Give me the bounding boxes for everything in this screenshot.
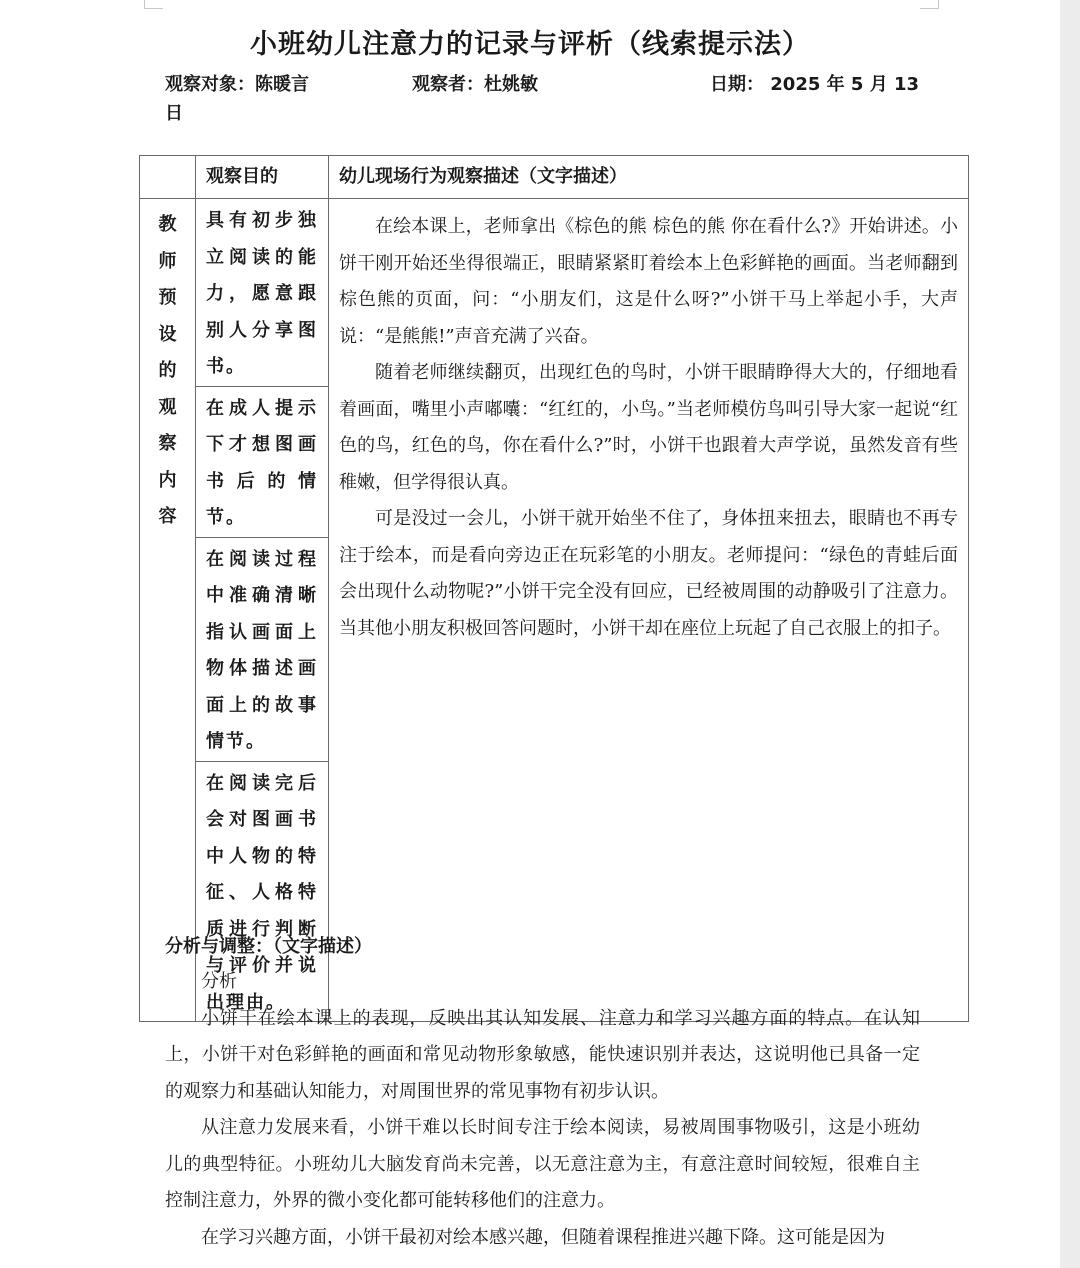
- goal-text: 在阅读完后会对图画书中人物的特征、人格特质进行判断与评价并说出理由。: [206, 772, 318, 1013]
- side-label-char: 的: [158, 360, 177, 381]
- analysis-heading: 分析与调整：（文字描述）: [165, 936, 372, 957]
- analysis-paragraph: 从注意力发展来看，小饼干难以长时间专注于绘本阅读，易被周围事物吸引，这是小班幼儿的典型特征。小班幼儿大脑发育尚未完善，以无意注意为主，有意注意时间较短，很难自主控制注意力，外界的微小变化都可能转移他们的注意力。: [165, 1117, 920, 1211]
- side-label-char: 预: [158, 287, 177, 308]
- table-header-row: [140, 156, 969, 199]
- page-corner-mark-right: [920, 0, 939, 9]
- goal-text: 具有初步独立阅读的能力，愿意跟别人分享图书。: [206, 210, 318, 377]
- side-label-cell: [140, 199, 196, 1022]
- description-paragraph: 在绘本课上，老师拿出《棕色的熊 棕色的熊 你在看什么?》开始讲述。小饼干刚开始还坐得很端正，眼睛紧紧盯着绘本上色彩鲜艳的画面。当老师翻到棕色熊的页面，问：“小朋友们，这是什么呀?”小饼干马上举起小手，大声说：“是熊熊!”声音充满了兴奋。: [339, 216, 958, 347]
- analysis-paragraph: 在学习兴趣方面，小饼干最初对绘本感兴趣，但随着课程推进兴趣下降。这可能是因为: [201, 1226, 885, 1248]
- analysis-body: [165, 964, 920, 1256]
- observation-date: 日期： 2025 年 5 月 13: [710, 74, 920, 95]
- page-edge-strip: [1060, 0, 1080, 1268]
- description-column-header: 幼儿现场行为观察描述（文字描述）: [329, 156, 969, 199]
- page-corner-mark-left: [144, 0, 163, 9]
- side-label-char: 师: [158, 250, 177, 272]
- description-paragraph: 可是没过一会儿，小饼干就开始坐不住了，身体扭来扭去，眼睛也不再专注于绘本，而是看向旁边正在玩彩笔的小朋友。老师提问：“绿色的青蛙后面会出现什么动物呢?”小饼干完全没有回应，已经被周围的动静吸引了注意力。当其他小朋友积极回答问题时，小饼干却在座位上玩起了自己衣服上的扣子。: [339, 508, 958, 639]
- observation-table: [139, 155, 969, 1022]
- observation-date-day: 日: [165, 103, 183, 124]
- description-cell: [329, 199, 969, 1022]
- observer-name: 观察者：杜姚敏: [412, 74, 538, 95]
- goal-text: 在阅读过程中准确清晰指认画面上物体描述画面上的故事情节。: [206, 548, 318, 752]
- goal-cell: [196, 199, 329, 387]
- goal-text: 在成人提示下才想图画书后的情节。: [206, 397, 318, 528]
- side-label-char: 教: [158, 214, 177, 235]
- observation-subject: 观察对象：陈暖言: [165, 74, 309, 95]
- description-paragraph: 随着老师继续翻页，出现红色的鸟时，小饼干眼睛睁得大大的，仔细地看着画面，嘴里小声嘟囔：“红红的，小鸟。”当老师模仿鸟叫引导大家一起说“红色的鸟，红色的鸟，你在看什么?”时，小饼干也跟着大声学说，虽然发音有些稚嫩，但学得很认真。: [339, 362, 958, 493]
- side-label-char: 容: [158, 506, 177, 527]
- goal-column-header: 观察目的: [196, 156, 329, 199]
- goal-row-1: [140, 199, 969, 387]
- document-title: 小班幼儿注意力的记录与评析（线索提示法）: [250, 29, 810, 60]
- side-label-char: 观: [158, 396, 177, 418]
- side-label-char: 察: [158, 433, 177, 454]
- header-blank-cell: [140, 156, 196, 199]
- analysis-paragraph: 小饼干在绘本课上的表现，反映出其认知发展、注意力和学习兴趣方面的特点。在认知上，小饼干对色彩鲜艳的画面和常见动物形象敏感，能快速识别并表达，这说明他已具备一定的观察力和基础认知能力，对周围世界的常见事物有初步认识。: [165, 1007, 920, 1102]
- goal-cell: [196, 386, 329, 537]
- side-label-char: 设: [158, 323, 177, 345]
- side-label-char: 内: [158, 469, 177, 491]
- goal-cell: [196, 537, 329, 761]
- analysis-subheading: 分析: [201, 971, 237, 992]
